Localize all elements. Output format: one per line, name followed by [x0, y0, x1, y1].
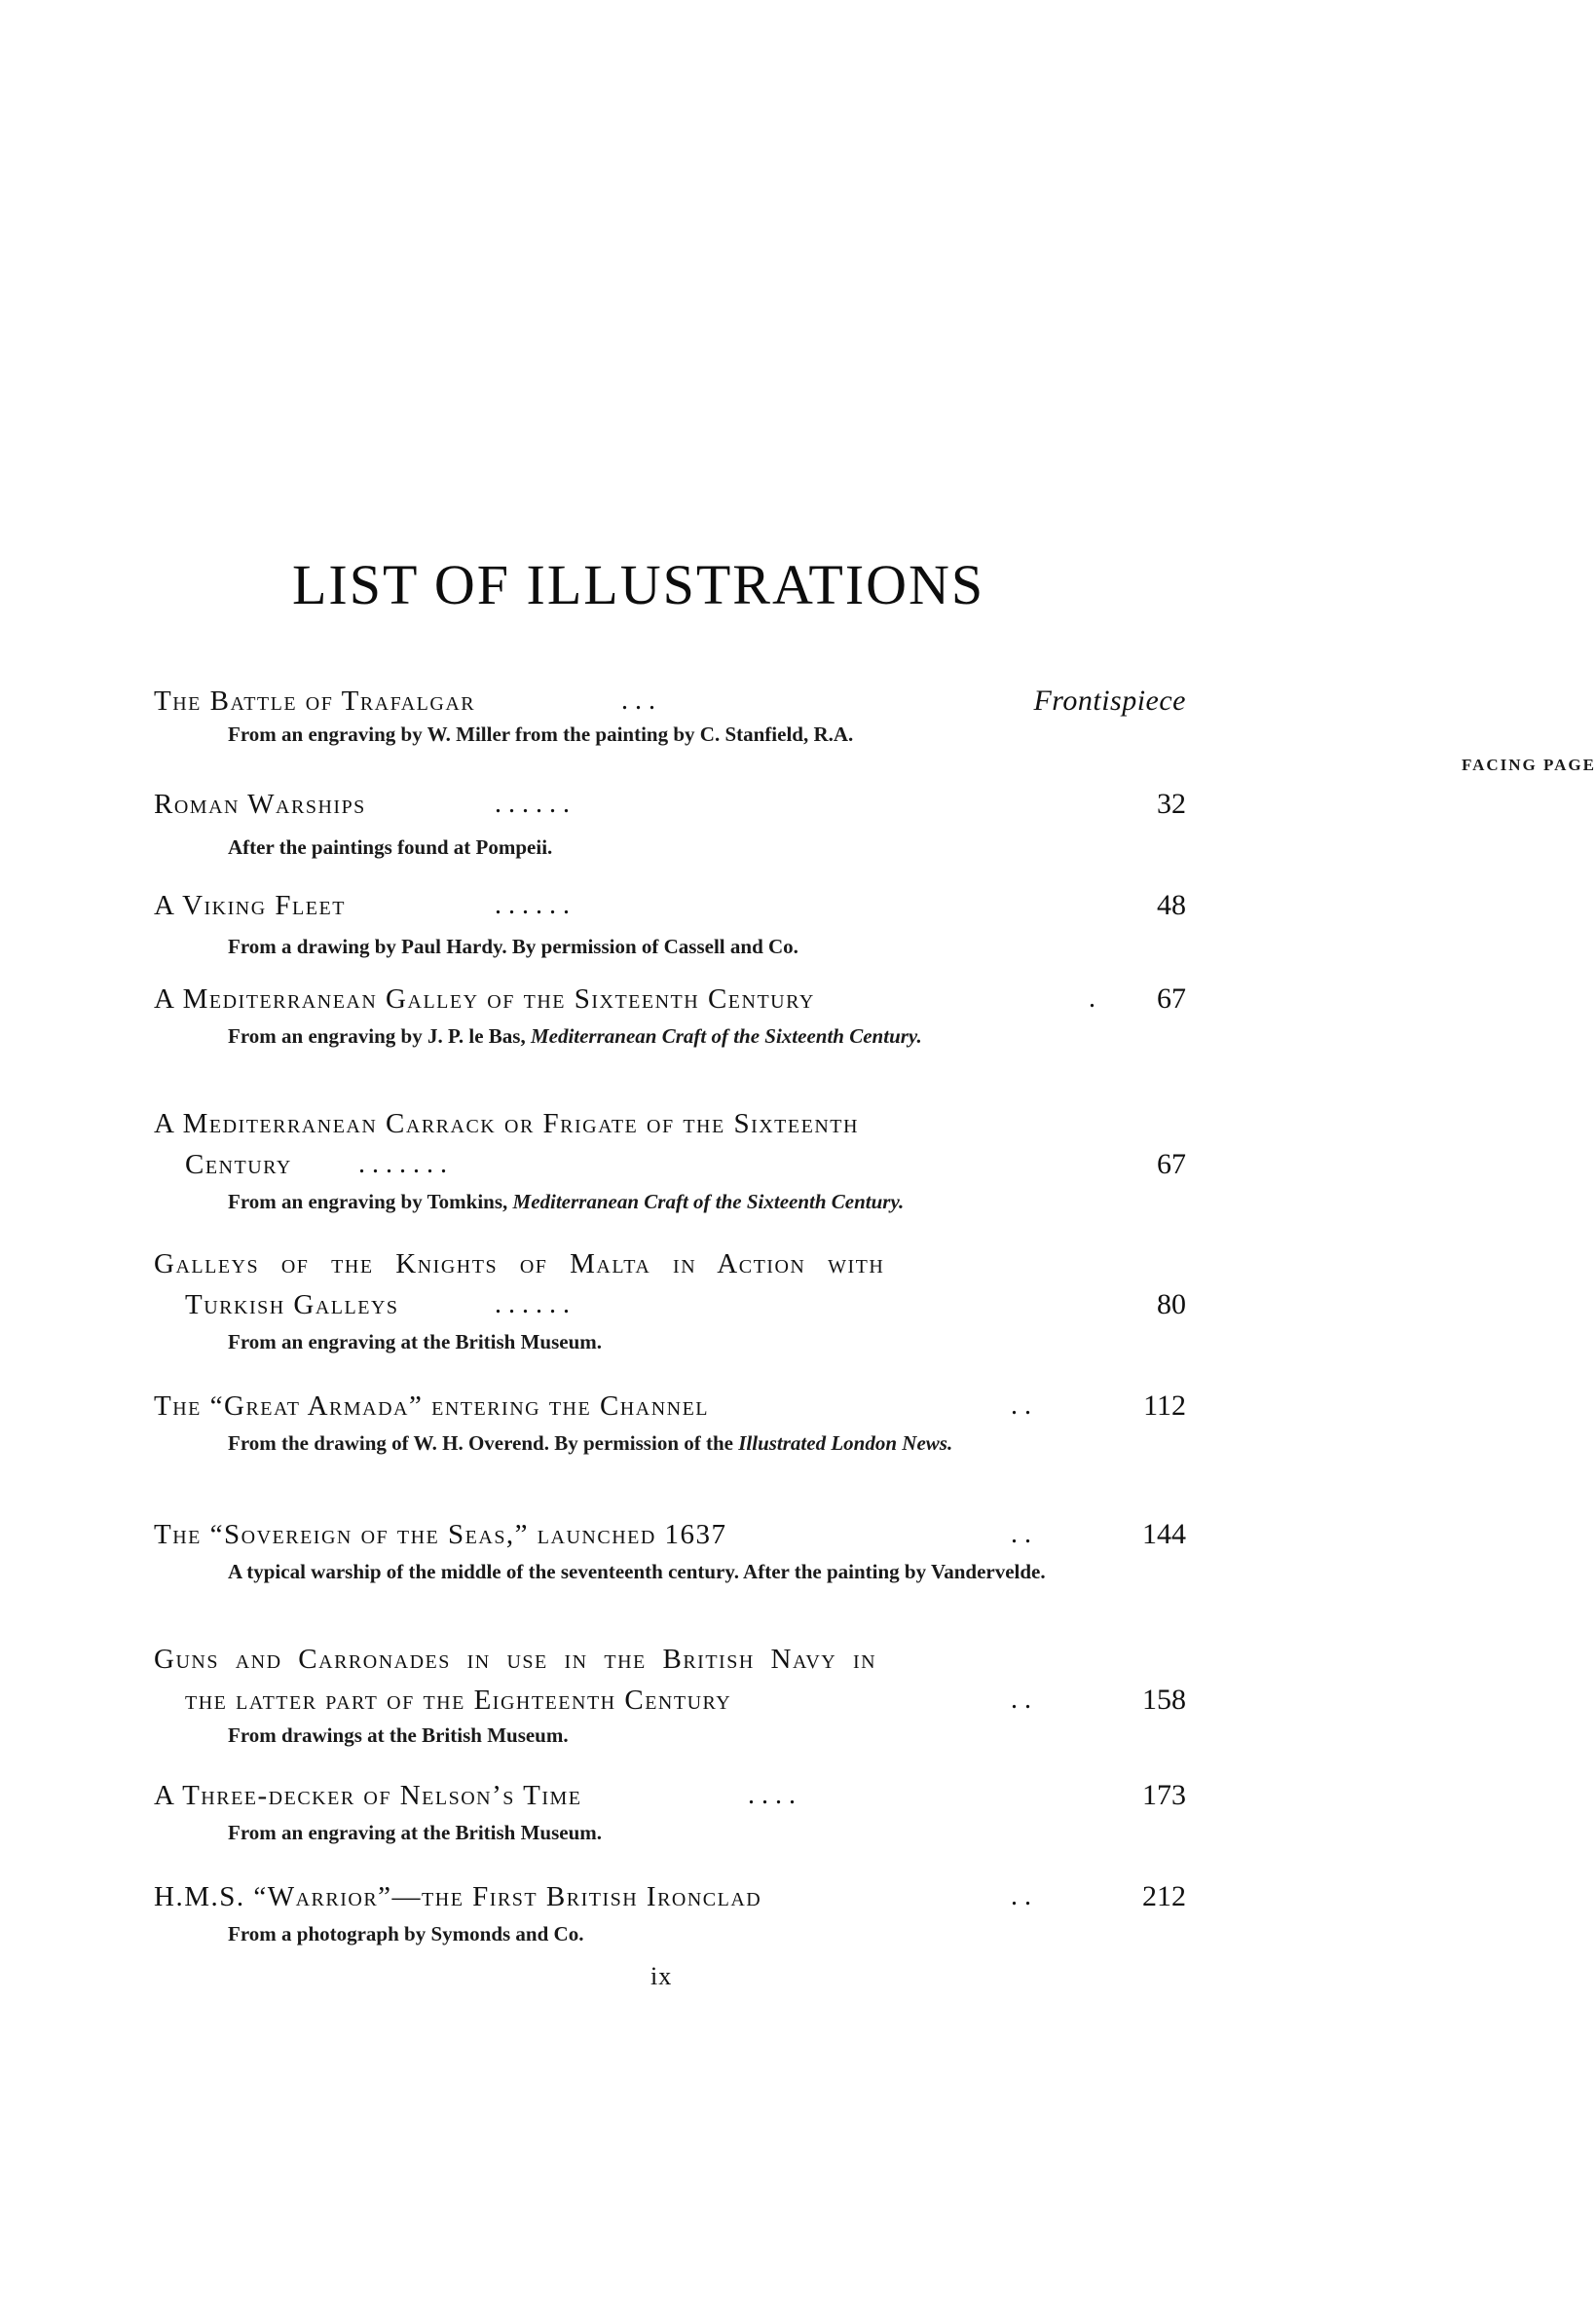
list-item-galleys-of-malta — [154, 1246, 1186, 1353]
entry-page: 144 — [1142, 1518, 1186, 1550]
entry-title: The Battle of Trafalgar — [154, 685, 476, 717]
entry-title: The “Sovereign of the Seas,” launched 1637 — [154, 1519, 727, 1550]
entry-title: H.M.S. “Warrior”—the First British Ironclad — [154, 1881, 762, 1912]
leader-dots: . . — [1011, 1881, 1031, 1911]
entry-caption: From an engraving at the British Museum. — [228, 1821, 603, 1844]
leader-dots: . . — [1011, 1685, 1031, 1715]
list-item-sovereign-of-the-seas — [154, 1517, 1186, 1583]
leader-dots: . . — [1011, 1519, 1031, 1549]
entry-page: 112 — [1143, 1389, 1186, 1422]
entry-title-continued: Turkish Galleys — [185, 1289, 399, 1320]
list-item-guns-and-carronades — [154, 1642, 1186, 1747]
entry-caption: From a drawing by Paul Hardy. By permission of Cassell and Co. — [228, 935, 798, 958]
entry-caption: From a photograph by Symonds and Co. — [228, 1922, 584, 1945]
list-item-hms-warrior — [154, 1879, 1186, 1945]
list-item-viking-fleet — [154, 888, 1186, 958]
entry-page: 80 — [1157, 1288, 1186, 1320]
list-item-mediterranean-galley — [154, 982, 1186, 1048]
entry-title: A Mediterranean Galley of the Sixteenth Century — [154, 983, 815, 1015]
leader-dots: . . — [1011, 1390, 1031, 1421]
entry-page: 48 — [1157, 889, 1186, 921]
entry-title-continued: the latter part of the Eighteenth Century — [185, 1685, 732, 1716]
entry-caption: From an engraving by J. P. le Bas, Mediterranean Craft of the Sixteenth Century. — [228, 1024, 922, 1048]
entry-title: Roman Warships — [154, 789, 366, 820]
entry-page: Frontispiece — [1033, 685, 1186, 717]
entry-caption: From an engraving at the British Museum. — [228, 1330, 603, 1353]
leader-dots: . . . — [621, 685, 655, 716]
entry-title: A Three-decker of Nelson’s Time — [154, 1780, 582, 1811]
entry-page: 67 — [1157, 1148, 1186, 1180]
entry-caption: From the drawing of W. H. Overend. By permission of the Illustrated London News. — [228, 1431, 953, 1455]
entry-page: 173 — [1142, 1779, 1186, 1811]
entry-page: 67 — [1157, 982, 1186, 1015]
facing-page-label: FACING PAGE — [1461, 756, 1596, 774]
page-folio: ix — [650, 1962, 673, 1990]
entry-page: 158 — [1142, 1684, 1186, 1716]
entry-title: Galleys of the Knights of Malta in Action with — [154, 1248, 885, 1279]
leader-dots: . . . . . . — [495, 1289, 570, 1319]
leader-dots: . — [1089, 983, 1095, 1014]
entry-caption: A typical warship of the middle of the seventeenth century. After the painting by Vanderveldе. — [228, 1560, 1046, 1583]
leader-dots: . . . . — [748, 1780, 796, 1810]
list-item-battle-of-trafalgar — [154, 684, 1186, 746]
leader-dots: . . . . . . . — [358, 1149, 447, 1179]
entry-title: A Mediterranean Carrack or Frigate of the Sixteenth — [154, 1108, 859, 1139]
list-item-great-armada — [154, 1389, 1186, 1455]
entry-caption: From drawings at the British Museum. — [228, 1723, 569, 1747]
entry-title-continued: Century — [185, 1149, 292, 1180]
leader-dots: . . . . . . — [495, 789, 570, 819]
entry-page: 212 — [1142, 1880, 1186, 1912]
list-item-three-decker — [154, 1778, 1186, 1844]
leader-dots: . . . . . . — [495, 890, 570, 920]
entry-title: The “Great Armada” entering the Channel — [154, 1390, 710, 1422]
entry-title: A Viking Fleet — [154, 890, 346, 921]
entry-caption: From an engraving by Tomkins, Mediterranean Craft of the Sixteenth Century. — [228, 1190, 905, 1213]
entry-title: Guns and Carronades in use in the British Navy in — [154, 1644, 877, 1675]
page-title: LIST OF ILLUSTRATIONS — [292, 553, 985, 616]
entry-page: 32 — [1157, 788, 1186, 820]
entry-caption: After the paintings found at Pompeii. — [228, 835, 553, 859]
list-item-mediterranean-carrack — [154, 1106, 1186, 1213]
entry-caption: From an engraving by W. Miller from the painting by C. Stanfield, R.A. — [228, 722, 854, 746]
list-item-roman-warships — [154, 787, 1186, 859]
